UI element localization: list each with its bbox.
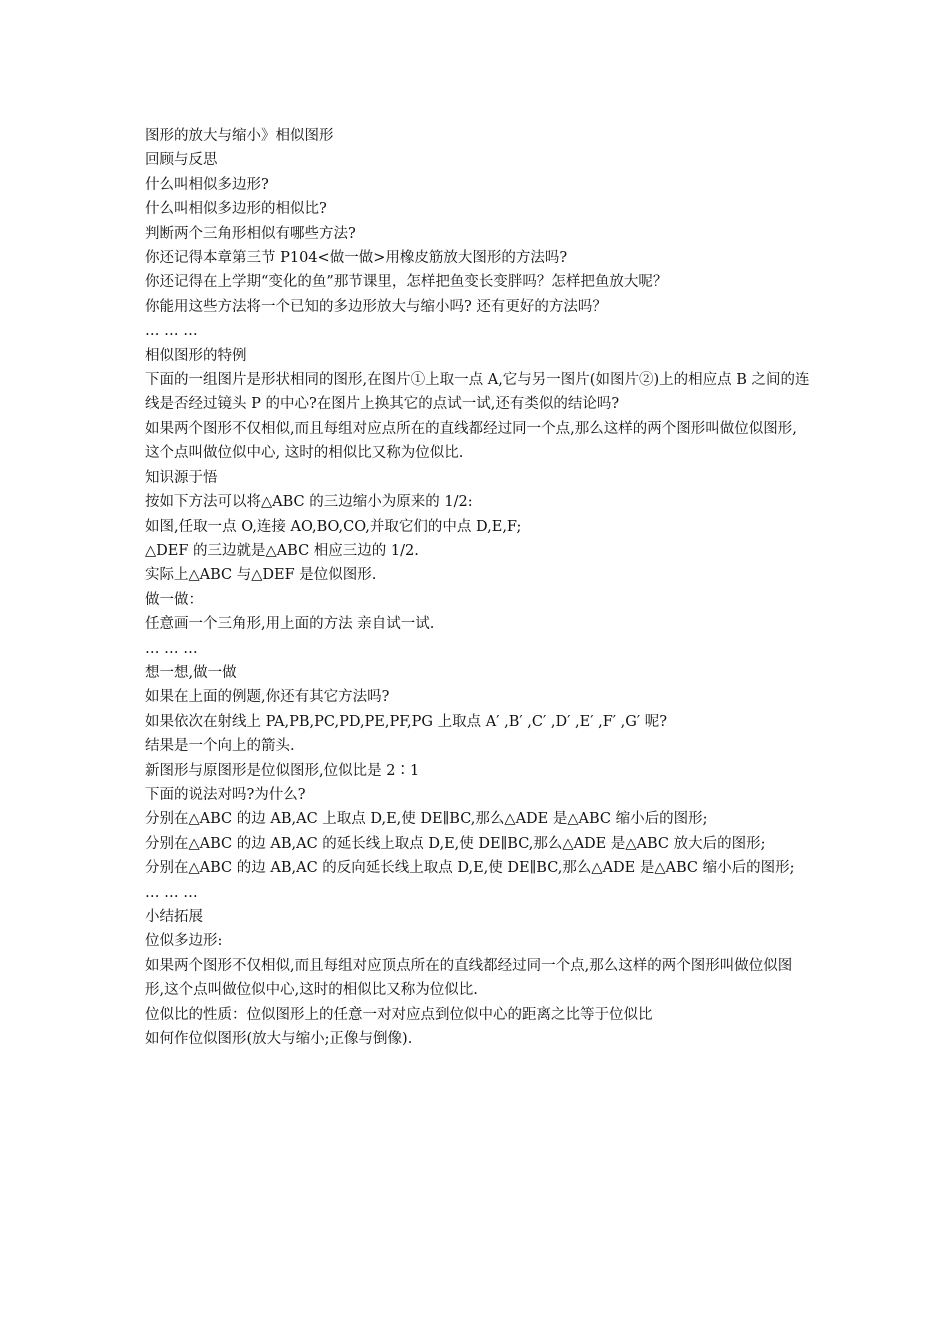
section-heading-special-case: 相似图形的特例 [145, 347, 247, 364]
text-line: 你还记得本章第三节 P104<做一做>用橡皮筋放大图形的方法吗? [145, 250, 568, 267]
section-heading-think: 想一想,做一做 [145, 664, 237, 681]
text-line: 如何作位似图形(放大与缩小;正像与倒像). [145, 1031, 413, 1048]
text-line: 什么叫相似多边形? [145, 176, 269, 193]
document-body [145, 124, 810, 1051]
text-line: 什么叫相似多边形的相似比? [145, 201, 327, 218]
text-line: 如果在上面的例题,你还有其它方法吗? [145, 689, 390, 706]
section-heading-review: 回顾与反思 [145, 152, 218, 169]
text-paragraph: 下面的一组图片是形状相同的图形,在图片①上取一点 A,它与另一图片(如图片②)上的相应点 B 之间的连线是否经过镜头 P 的中心?在图片上换其它的点试一试,还有类似的结论吗? [145, 372, 810, 413]
section-heading-try: 做一做： [145, 591, 203, 608]
ellipsis-line: … … … [145, 884, 198, 901]
text-line: 你还记得在上学期“变化的鱼”那节课里，怎样把鱼变长变胖吗？怎样把鱼放大呢？ [145, 274, 668, 291]
text-line: 任意画一个三角形,用上面的方法 亲自试一试. [145, 616, 435, 633]
section-heading-summary: 小结拓展 [145, 909, 203, 925]
text-line: 位似比的性质：位似图形上的任意一对对应点到位似中心的距离之比等于位似比 [145, 1006, 653, 1023]
text-line: 判断两个三角形相似有哪些方法? [145, 225, 356, 242]
text-line: 位似多边形: [145, 933, 223, 950]
text-line: 分别在△ABC 的边 AB,AC 的延长线上取点 D,E,使 DE∥BC,那么△ADE 是△ABC 放大后的图形; [145, 835, 766, 852]
section-heading-knowledge: 知识源于悟 [145, 469, 218, 486]
text-line: 按如下方法可以将△ABC 的三边缩小为原来的 1/2: [145, 494, 473, 511]
text-line: 新图形与原图形是位似图形,位似比是 2∶1 [145, 762, 420, 779]
text-line: 分别在△ABC 的边 AB,AC 上取点 D,E,使 DE∥BC,那么△ADE 是△ABC 缩小后的图形; [145, 811, 708, 828]
ellipsis-line: … … … [145, 323, 198, 340]
document-title: 图形的放大与缩小》相似图形 [145, 128, 334, 144]
definition-paragraph: 如果两个图形不仅相似,而且每组对应点所在的直线都经过同一个点,那么这样的两个图形叫做位似图形, 这个点叫做位似中心, 这时的相似比又称为位似比. [145, 420, 797, 462]
text-line: 下面的说法对吗?为什么? [145, 786, 306, 803]
text-line: 如图,任取一点 O,连接 AO,BO,CO,并取它们的中点 D,E,F; [145, 518, 522, 535]
text-line: △DEF 的三边就是△ABC 相应三边的 1/2. [145, 542, 419, 559]
text-paragraph: 分别在△ABC 的边 AB,AC 的反向延长线上取点 D,E,使 DE∥BC,那么△ADE 是△ABC 缩小后的图形; [145, 860, 795, 877]
text-line: 实际上△ABC 与△DEF 是位似图形. [145, 567, 377, 584]
text-line: 如果依次在射线上 PA,PB,PC,PD,PE,PF,PG 上取点 A′ ,B′ ,C′ ,D′ ,E′ ,F′ ,G′ 呢? [145, 713, 668, 730]
text-line: 结果是一个向上的箭头. [145, 738, 295, 755]
text-line: 你能用这些方法将一个已知的多边形放大与缩小吗? 还有更好的方法吗？ [145, 298, 607, 315]
ellipsis-line: … … … [145, 640, 198, 657]
definition-paragraph: 如果两个图形不仅相似,而且每组对应顶点所在的直线都经过同一个点,那么这样的两个图形叫做位似图形,这个点叫做位似中心,这时的相似比又称为位似比. [145, 957, 793, 999]
